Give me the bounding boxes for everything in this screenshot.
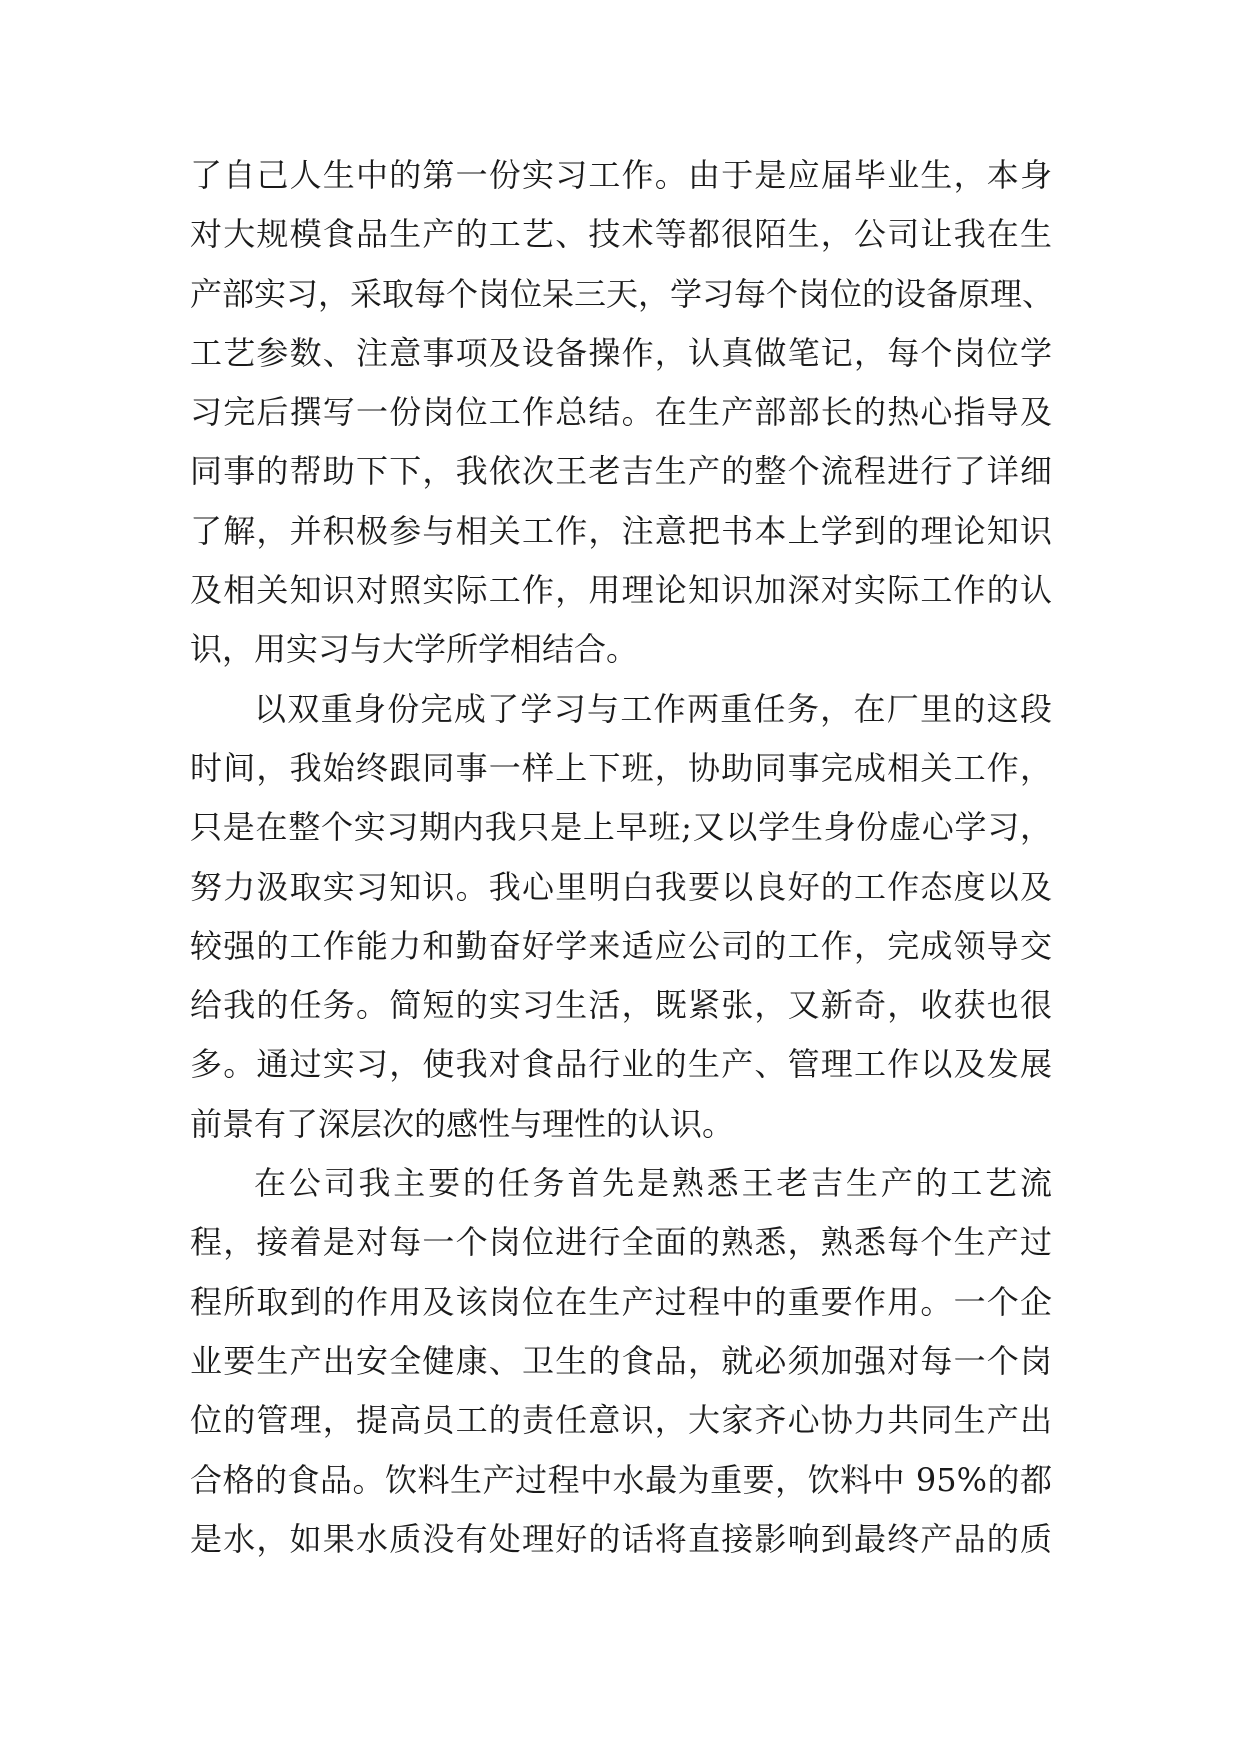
text-line: 前景有了深层次的感性与理性的认识。 bbox=[190, 1104, 735, 1143]
text-line: 了解，并积极参与相关工作，注意把书本上学到的理论知识 bbox=[190, 511, 1052, 550]
text-line: 努力汲取实习知识。我心里明白我要以良好的工作态度以及 bbox=[190, 867, 1052, 906]
text-line: 程，接着是对每一个岗位进行全面的熟悉，熟悉每个生产过 bbox=[190, 1223, 1052, 1262]
text-line: 多。通过实习，使我对食品行业的生产、管理工作以及发展 bbox=[190, 1045, 1052, 1084]
text-line: 产部实习，采取每个岗位呆三天，学习每个岗位的设备原理、 bbox=[190, 274, 1055, 313]
text-line: 合格的食品。饮料生产过程中水最为重要，饮料中 95%的都 bbox=[190, 1460, 1052, 1499]
text-line: 程所取到的作用及该岗位在生产过程中的重要作用。一个企 bbox=[190, 1282, 1052, 1321]
text-line: 是水，如果水质没有处理好的话将直接影响到最终产品的质 bbox=[190, 1519, 1052, 1558]
text-line: 识，用实习与大学所学相结合。 bbox=[190, 630, 639, 669]
text-line: 以双重身份完成了学习与工作两重任务，在厂里的这段 bbox=[254, 689, 1052, 728]
text-line: 较强的工作能力和勤奋好学来适应公司的工作，完成领导交 bbox=[190, 926, 1052, 965]
text-line: 工艺参数、注意事项及设备操作，认真做笔记，每个岗位学 bbox=[190, 333, 1052, 372]
text-line: 及相关知识对照实际工作，用理论知识加深对实际工作的认 bbox=[190, 571, 1052, 610]
text-line: 在公司我主要的任务首先是熟悉王老吉生产的工艺流 bbox=[254, 1164, 1052, 1203]
text-line: 同事的帮助下下，我依次王老吉生产的整个流程进行了详细 bbox=[190, 452, 1052, 491]
text-line: 习完后撰写一份岗位工作总结。在生产部部长的热心指导及 bbox=[190, 393, 1052, 432]
text-line: 位的管理，提高员工的责任意识，大家齐心协力共同生产出 bbox=[190, 1401, 1052, 1440]
text-line: 了自己人生中的第一份实习工作。由于是应届毕业生，本身 bbox=[190, 156, 1052, 194]
body-text bbox=[190, 146, 1055, 1569]
text-line: 对大规模食品生产的工艺、技术等都很陌生，公司让我在生 bbox=[190, 215, 1052, 254]
text-line: 时间，我始终跟同事一样上下班，协助同事完成相关工作， bbox=[190, 748, 1052, 787]
text-line: 只是在整个实习期内我只是上早班;又以学生身份虚心学习， bbox=[190, 808, 1052, 847]
text-line: 业要生产出安全健康、卫生的食品，就必须加强对每一个岗 bbox=[190, 1341, 1052, 1380]
text-line: 给我的任务。简短的实习生活，既紧张，又新奇，收获也很 bbox=[190, 986, 1052, 1025]
